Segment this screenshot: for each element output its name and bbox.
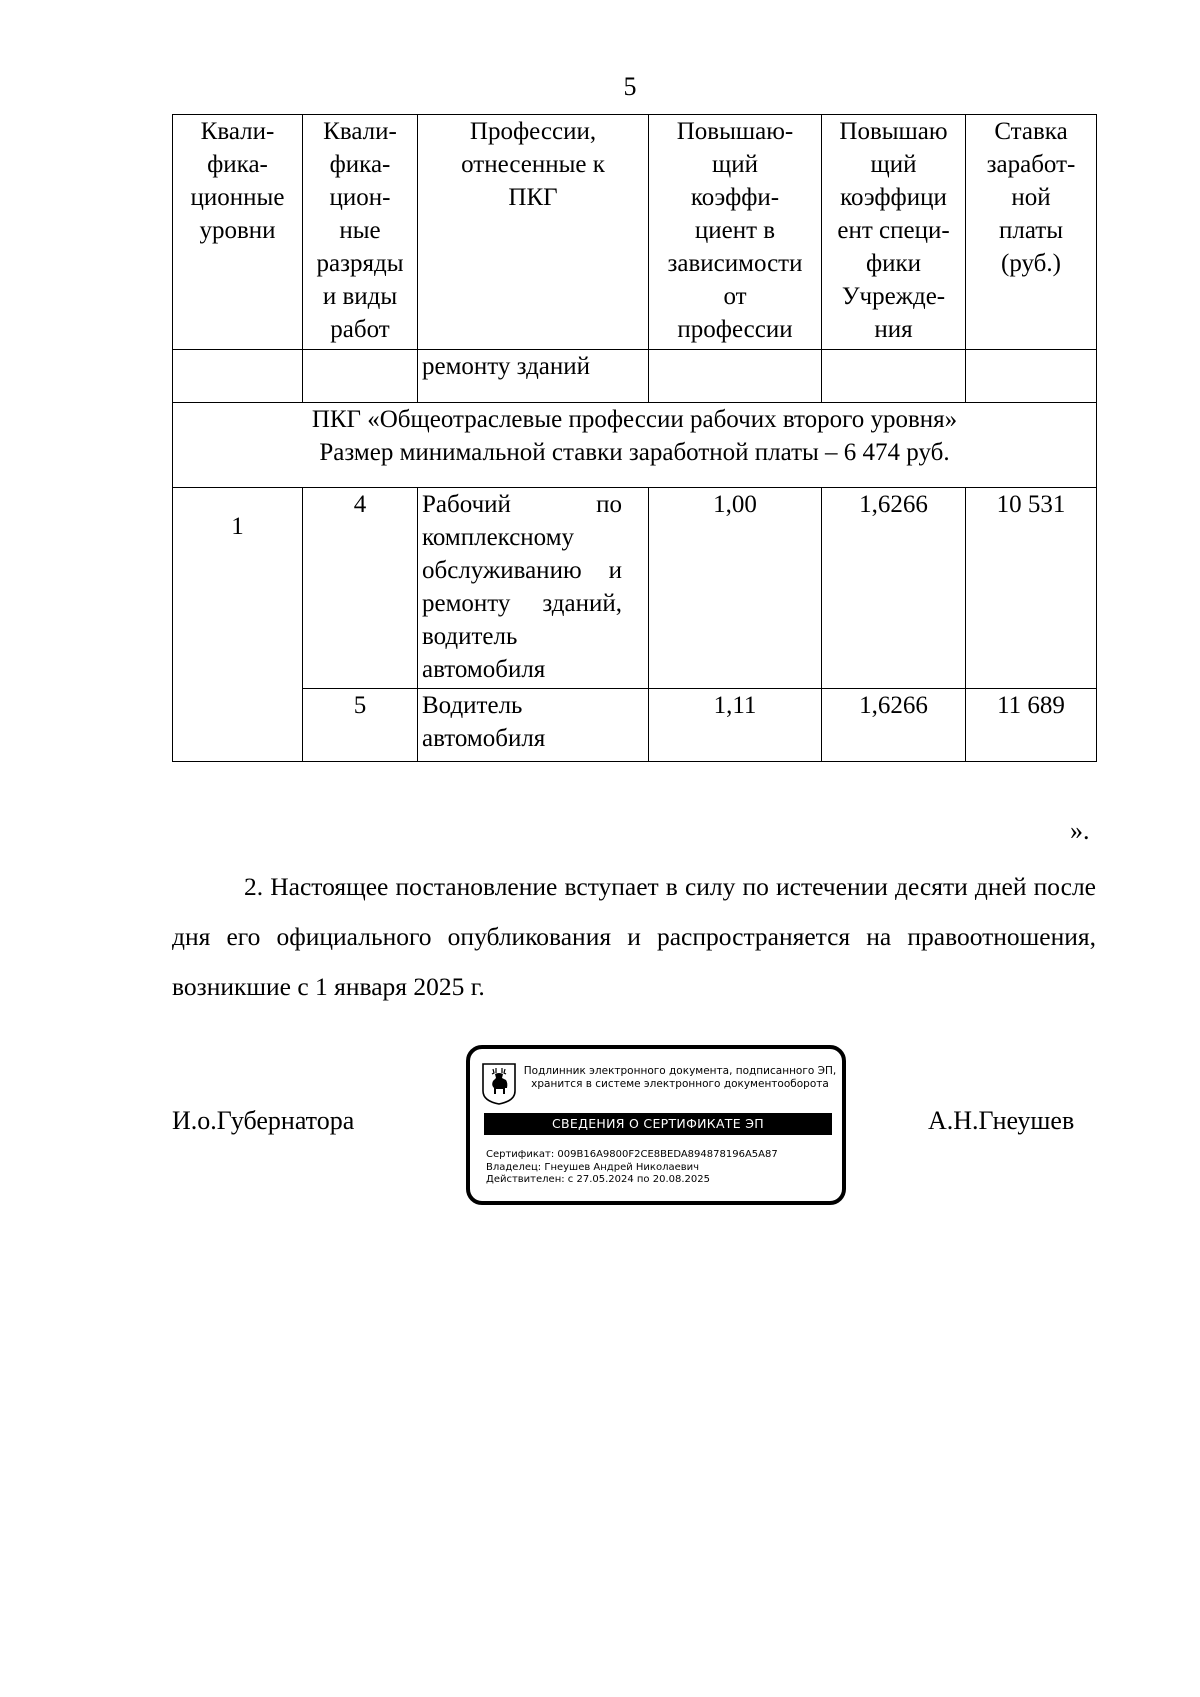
cell-coef-profession: 1,00 xyxy=(649,488,822,689)
cell-profession xyxy=(418,488,649,689)
salary-table xyxy=(172,114,1097,762)
stamp-validity: Действителен: с 27.05.2024 по 20.08.2025 xyxy=(486,1174,710,1185)
stamp-details xyxy=(486,1149,778,1187)
signer-name: А.Н.Гнеушев xyxy=(928,1106,1075,1135)
header-coef-profession: Повышаю- щий коэффи- циент в зависимости от профессии xyxy=(649,115,822,350)
cell-coef-profession: 1,11 xyxy=(649,689,822,762)
cell-coef-specific: 1,6266 xyxy=(822,689,966,762)
cell-coef-specific: 1,6266 xyxy=(822,488,966,689)
paragraph-effective-date: 2. Настоящее постановление вступает в силу по истечении десяти дней после дня его официального опубликования и распространяется на правоотношения, возникшие с 1 января 2025 г. xyxy=(172,872,1096,1001)
stamp-header-text: Подлинник электронного документа, подписанного ЭП, хранится в системе электронного документооборота xyxy=(523,1065,837,1090)
cell-profession: Водитель автомобиля xyxy=(418,689,649,762)
cell-level: 1 xyxy=(173,488,303,762)
stamp-owner: Владелец: Гнеушев Андрей Николаевич xyxy=(486,1161,700,1173)
signer-position: И.о.Губернатора xyxy=(172,1106,355,1135)
group-header-row xyxy=(173,403,1097,488)
cell-grade: 5 xyxy=(303,689,418,762)
header-qualification-grade: Квали- фика- цион- ные разряды и виды работ xyxy=(303,115,418,350)
cell-rate: 10 531 xyxy=(966,488,1097,689)
electronic-signature-stamp xyxy=(466,1045,846,1205)
table-row-continuation xyxy=(173,350,1097,403)
table-header-row xyxy=(173,115,1097,350)
header-coef-specific: Повышаю щий коэффици ент специ- фики Учрежде- ния xyxy=(822,115,966,350)
group-title: ПКГ «Общеотраслевые профессии рабочих второго уровня» xyxy=(311,406,958,433)
table-row xyxy=(173,488,1097,689)
stamp-certificate: Сертификат: 009B16A9800F2CE8BEDA894878196A5A87 xyxy=(486,1149,778,1160)
page-number: 5 xyxy=(623,72,637,101)
table-row xyxy=(173,689,1097,762)
continuation-text: ремонту зданий xyxy=(418,350,649,403)
cell-rate: 11 689 xyxy=(966,689,1097,762)
closing-quote: ». xyxy=(1070,816,1090,845)
stamp-title-bar: СВЕДЕНИЯ О СЕРТИФИКАТЕ ЭП xyxy=(484,1113,832,1135)
cell-profession-text: Рабочий по комплексному обслуживанию и ремонту зданий, водитель автомобиля xyxy=(422,491,622,683)
nizhny-novgorod-deer-emblem-icon xyxy=(482,1063,516,1105)
group-min-rate: Размер минимальной ставки заработной платы – 6 474 руб. xyxy=(319,439,950,466)
header-rate: Ставка заработ- ной платы (руб.) xyxy=(966,115,1097,350)
cell-grade: 4 xyxy=(303,488,418,689)
header-qualification-level: Квали- фика- ционные уровни xyxy=(173,115,303,350)
header-professions: Профессии, отнесенные к ПКГ xyxy=(418,115,649,350)
